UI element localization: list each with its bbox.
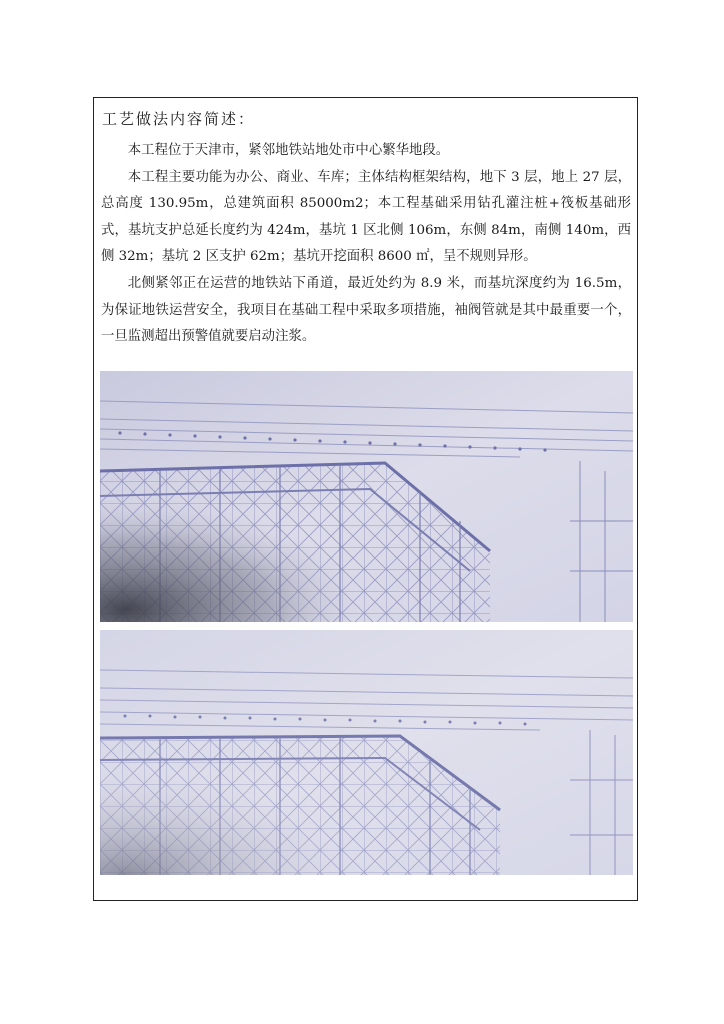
drawing-photo-1 — [100, 371, 633, 622]
paragraph-structure: 本工程主要功能为办公、商业、车库；主体结构框架结构，地下 3 层，地上 27 层，总高度 130.95m，总建筑面积 85000m2；本工程基础采用钻孔灌注桩+筏板基础形式，基坑支护总延长度约为 424m，基坑 1 区北侧 106m，东侧 84m，南侧 140m，西侧 32m；基坑 2 区支护 62m；基坑开挖面积 8600 ㎡，呈不规则异形。 — [101, 169, 631, 265]
drawing-photo-1-image — [100, 371, 633, 622]
paragraph-location: 本工程位于天津市，紧邻地铁站地处市中心繁华地段。 — [127, 143, 450, 158]
paragraph-metro: 北侧紧邻正在运营的地铁站下甬道，最近处约为 8.9 米，而基坑深度约为 16.5m，为保证地铁运营安全，我项目在基础工程中采取多项措施，袖阀管就是其中最重要一个，一旦监测超出预警值就要启动注浆。 — [101, 275, 631, 345]
content-frame — [93, 97, 638, 901]
description-text — [101, 138, 631, 351]
section-title: 工艺做法内容简述： — [102, 110, 256, 128]
drawing-photo-2-image — [100, 630, 633, 875]
drawing-photo-2 — [100, 630, 633, 875]
